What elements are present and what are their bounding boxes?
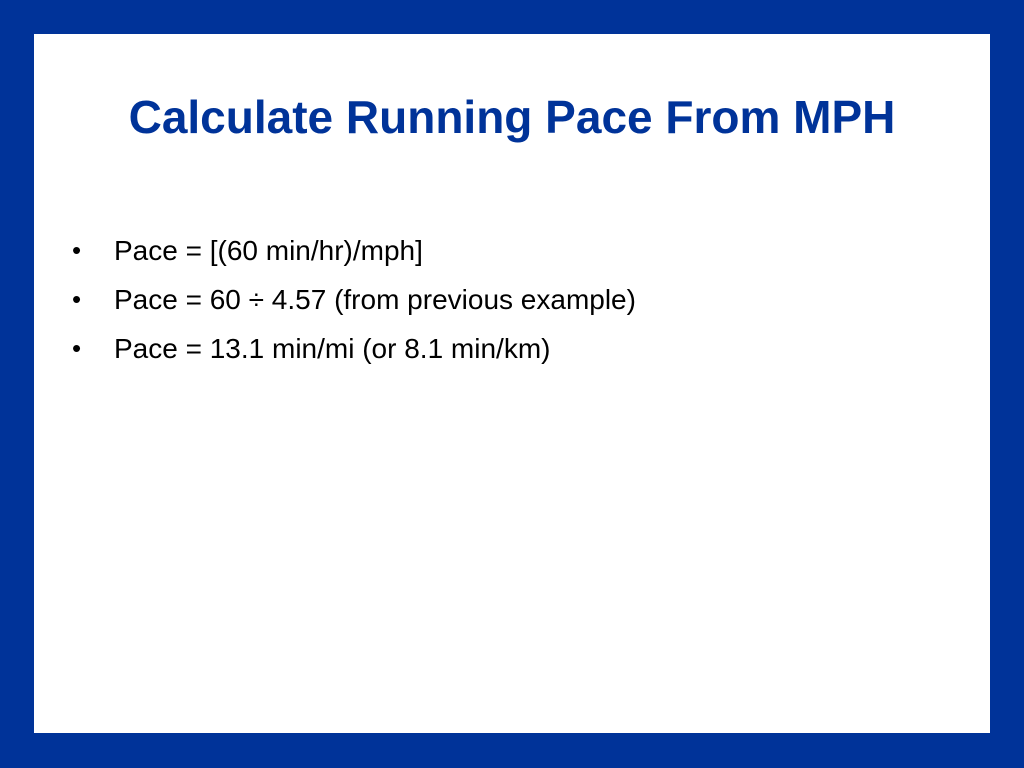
bullet-icon: •	[72, 235, 82, 265]
slide-title: Calculate Running Pace From MPH	[128, 91, 896, 143]
bullet-item-result	[72, 324, 952, 373]
bullet-text: Pace = [(60 min/hr)/mph]	[114, 235, 423, 266]
bullet-item-calculation	[72, 275, 952, 324]
bullet-icon: •	[72, 284, 82, 314]
bullet-list	[72, 226, 952, 373]
bullet-text: Pace = 60 ÷ 4.57 (from previous example)	[114, 284, 636, 315]
bullet-text: Pace = 13.1 min/mi (or 8.1 min/km)	[114, 333, 551, 364]
bullet-item-formula	[72, 226, 952, 275]
bullet-icon: •	[72, 333, 82, 363]
